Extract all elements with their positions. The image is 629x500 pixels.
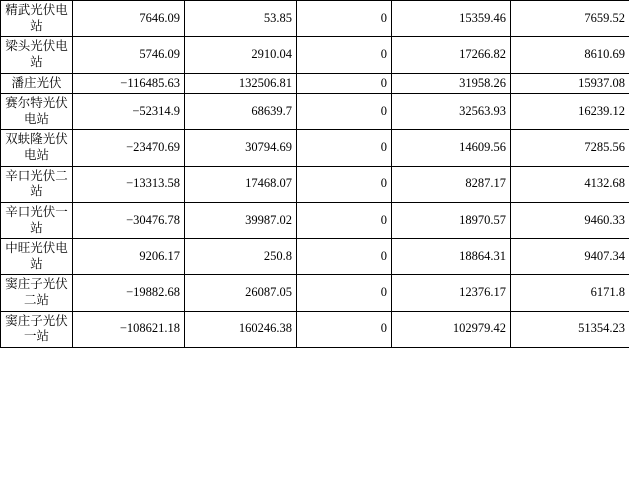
cell-value: 12376.17 (392, 275, 511, 311)
row-label: 中旺光伏电站 (1, 239, 73, 275)
cell-value: 15937.08 (511, 73, 629, 94)
cell-value: −19882.68 (73, 275, 185, 311)
cell-value: 8287.17 (392, 166, 511, 202)
row-label: 窦庄子光伏一站 (1, 311, 73, 347)
table-row (1, 239, 629, 275)
cell-value: 0 (297, 1, 392, 37)
cell-value: 0 (297, 202, 392, 238)
table-row (1, 275, 629, 311)
row-label: 梁头光伏电站 (1, 37, 73, 73)
row-label: 辛口光伏二站 (1, 166, 73, 202)
cell-value: 17468.07 (185, 166, 297, 202)
cell-value: 4132.68 (511, 166, 629, 202)
cell-value: 26087.05 (185, 275, 297, 311)
row-label: 潘庄光伏 (1, 73, 73, 94)
cell-value: −23470.69 (73, 130, 185, 166)
cell-value: 0 (297, 166, 392, 202)
cell-value: 32563.93 (392, 94, 511, 130)
cell-value: 0 (297, 311, 392, 347)
cell-value: 18970.57 (392, 202, 511, 238)
cell-value: 5746.09 (73, 37, 185, 73)
cell-value: 53.85 (185, 1, 297, 37)
cell-value: 0 (297, 73, 392, 94)
cell-value: 7659.52 (511, 1, 629, 37)
cell-value: 132506.81 (185, 73, 297, 94)
cell-value: 68639.7 (185, 94, 297, 130)
table-row (1, 130, 629, 166)
cell-value: 14609.56 (392, 130, 511, 166)
cell-value: 9206.17 (73, 239, 185, 275)
table-row (1, 37, 629, 73)
row-label: 窦庄子光伏二站 (1, 275, 73, 311)
cell-value: 2910.04 (185, 37, 297, 73)
cell-value: 30794.69 (185, 130, 297, 166)
row-label: 精武光伏电站 (1, 1, 73, 37)
table-row (1, 166, 629, 202)
table-row (1, 1, 629, 37)
cell-value: 9460.33 (511, 202, 629, 238)
cell-value: 16239.12 (511, 94, 629, 130)
cell-value: 39987.02 (185, 202, 297, 238)
table-body (1, 1, 629, 348)
table-row (1, 202, 629, 238)
cell-value: 0 (297, 275, 392, 311)
cell-value: 0 (297, 130, 392, 166)
cell-value: 17266.82 (392, 37, 511, 73)
cell-value: 9407.34 (511, 239, 629, 275)
cell-value: 0 (297, 37, 392, 73)
cell-value: 31958.26 (392, 73, 511, 94)
row-label: 赛尔特光伏电站 (1, 94, 73, 130)
cell-value: 0 (297, 94, 392, 130)
cell-value: −30476.78 (73, 202, 185, 238)
row-label: 双蚨隆光伏电站 (1, 130, 73, 166)
table-row (1, 94, 629, 130)
cell-value: 8610.69 (511, 37, 629, 73)
cell-value: 7646.09 (73, 1, 185, 37)
cell-value: 160246.38 (185, 311, 297, 347)
table-row (1, 311, 629, 347)
cell-value: 0 (297, 239, 392, 275)
cell-value: 51354.23 (511, 311, 629, 347)
cell-value: 102979.42 (392, 311, 511, 347)
cell-value: 15359.46 (392, 1, 511, 37)
cell-value: −116485.63 (73, 73, 185, 94)
cell-value: −108621.18 (73, 311, 185, 347)
cell-value: −13313.58 (73, 166, 185, 202)
cell-value: 6171.8 (511, 275, 629, 311)
cell-value: −52314.9 (73, 94, 185, 130)
cell-value: 18864.31 (392, 239, 511, 275)
cell-value: 250.8 (185, 239, 297, 275)
row-label: 辛口光伏一站 (1, 202, 73, 238)
table-row (1, 73, 629, 94)
cell-value: 7285.56 (511, 130, 629, 166)
